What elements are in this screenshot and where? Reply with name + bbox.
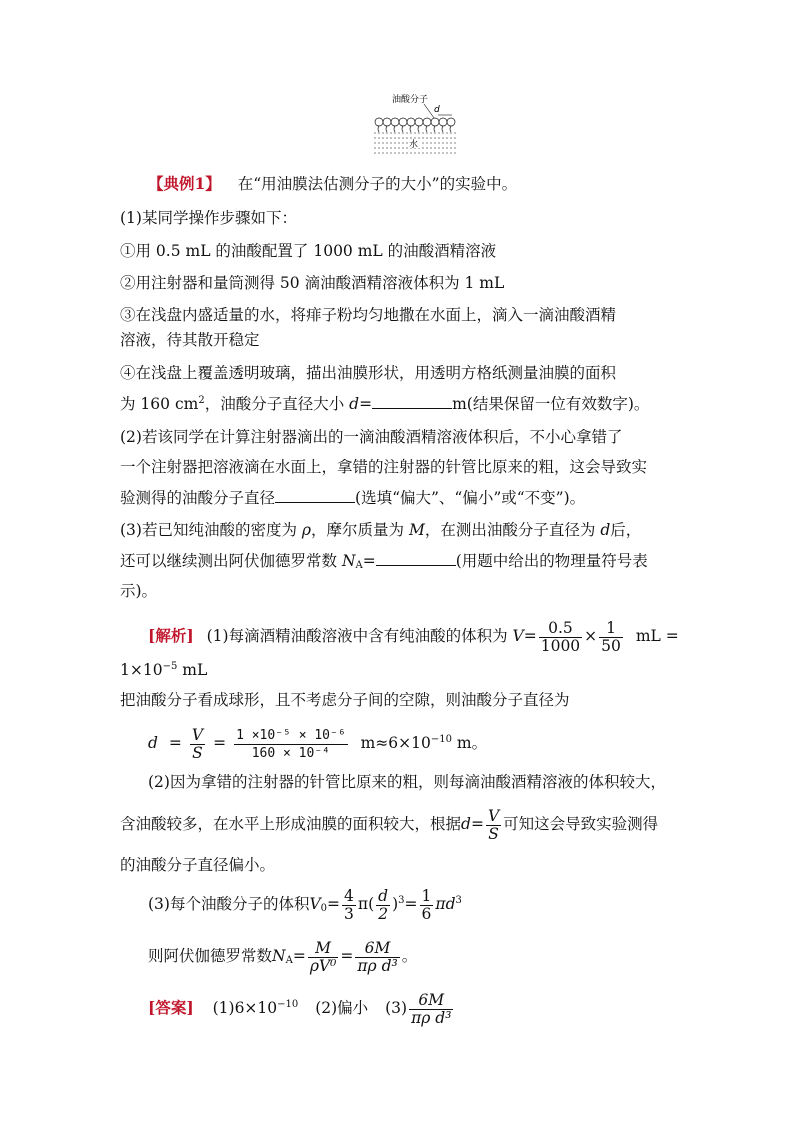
step-3-line-a: ③在浅盘内盛适量的水，将痱子粉均匀地撒在水面上，滴入一滴油酸酒精 [120, 306, 617, 324]
solution-p6: 则阿伏伽德罗常数$N_A=$ $\frac{M}{\text{ρV⁰}}$ = $\frac{6M}{\text{πρ d³}}$ 。 [148, 938, 418, 975]
q2-line-b: 一个注射器把溶液滴在水面上，拿错的注射器的针管比原来的粗，这会导致实 [120, 458, 648, 476]
step-3-line-b: 溶液，待其散开稳定 [120, 331, 260, 349]
q3-rho: ρ [301, 521, 312, 539]
q3-b-pre: 还可以继续测出阿伏伽德罗常数 [120, 552, 338, 570]
solution-p4-line-a: (2)因为拿错的注射器的针管比原来的粗，则每滴油酸酒精溶液的体积较大， [148, 773, 666, 791]
step-4-line-a: ④在浅盘上覆盖透明玻璃，描出油膜形状，用透明方格纸测量油膜的面积 [120, 364, 617, 382]
q3-a-pre: (3)若已知纯油酸的密度为 [120, 521, 297, 539]
answer-blank-3 [376, 551, 456, 566]
molecule-label: 油酸分子 [392, 95, 429, 105]
solution-p4-line-b: 含油酸较多，在水平上形成油膜的面积较大，根据d= $\frac{V}{S}$ 可知这会导致实验测得 [120, 806, 659, 843]
answer-blank-2 [275, 488, 355, 503]
solution-p2: 把油酸分子看成球形，且不考虑分子间的空隙，则油酸分子直径为 [120, 691, 570, 709]
answer-line: [答案] $(1)6\times 10^{-10}$ (2)偏小 (3) $\frac{6M}{\text{πρ d³}}$ [148, 990, 452, 1027]
fraction-numeric: $\frac{\text{1 ×10⁻⁵ × 10⁻⁶}}{\text{160 × 10⁻⁴}}$ [236, 727, 346, 761]
q2-c-pre: 验测得的油酸分子直径 [120, 489, 276, 507]
solution-p1-pre: (1)每滴酒精油酸溶液中含有纯油酸的体积为 [206, 627, 508, 645]
step-4-area: 为 160 cm [120, 395, 199, 413]
water-label: 水 [409, 140, 419, 150]
fraction-1-over-50: $\frac{1}{50}$ [601, 618, 621, 655]
solution-V: V [512, 627, 524, 645]
fraction-V-over-S: $\frac{V}{S}$ [191, 725, 204, 762]
q3-line-a [120, 520, 641, 540]
q3-a-mid: ，摩尔质量为 [311, 521, 405, 539]
q3-N-sub: A [355, 560, 363, 571]
d-label: d [434, 105, 440, 115]
answer-blank-1 [372, 394, 452, 409]
solution-diameter-formula: d = $\frac{V}{S}$ = $\frac{\text{1 ×10⁻⁵ × 10⁻⁶}}{\text{160 × 10⁻⁴}}$ $m\approx 6\times 10^{-10}$ m。 [148, 725, 488, 762]
q3-line-b: 还可以继续测出阿伏伽德罗常数 $N_A=$ (用题中给出的物理量符号表 [120, 552, 648, 571]
fraction-V-over-S-inline: $\frac{V}{S}$ [487, 806, 500, 843]
oil-film-figure [372, 92, 462, 162]
q3-a-mid2: ，在测出油酸分子直径为 [424, 521, 596, 539]
q2-line-a: (2)若该同学在计算注射器滴出的一滴油酸酒精溶液体积后，不小心拿错了 [120, 428, 623, 446]
step-4-line-b: 为 160 $cm^2$，油酸分子直径大小 d= m(结果保留一位有效数字)。 [120, 395, 650, 413]
solution-p5: (3)每个油酸分子的体积$V_0=$ $\frac{4}{3}$ π( $\frac{d}{2}$ )$^3$= $\frac{1}{6}$ $\pi d^3$ [148, 886, 462, 923]
fraction-0.5-over-1000: $\frac{0.5}{1000}$ [540, 618, 581, 655]
example-tag: 【典例1】 [148, 174, 221, 193]
q1-intro: (1)某同学操作步骤如下： [120, 209, 297, 227]
step-4-d-var: d [349, 395, 360, 413]
solution-p4-line-c: 的油酸分子直径偏小。 [120, 856, 276, 874]
q3-d: d [600, 521, 611, 539]
step-2: ②用注射器和量筒测得 50 滴油酸酒精溶液体积为 1 mL [120, 274, 505, 292]
q3-b-post: (用题中给出的物理量符号表 [455, 552, 648, 570]
step-1: ①用 0.5 mL 的油酸配置了 1000 mL 的油酸酒精溶液 [120, 242, 497, 260]
q2-c-post: (选填“偏大”、“偏小”或“不变”)。 [355, 489, 586, 507]
q3-N: N [341, 552, 356, 570]
step-4-area-exp: 2 [198, 395, 205, 406]
solution-line-1: [解析] (1)每滴酒精油酸溶液中含有纯油酸的体积为 V= $\frac{0.5}{1000}$ × $\frac{1}{50}$ mL = [148, 618, 679, 655]
q3-a-post: 后， [610, 521, 642, 539]
step-4-post: m(结果保留一位有效数字)。 [452, 395, 650, 413]
oil-film-diagram [372, 92, 462, 162]
q3-M: M [408, 521, 425, 539]
q3-line-c: 示)。 [120, 582, 158, 600]
solution-tag: [解析] [148, 626, 194, 645]
q2-line-c [120, 488, 585, 508]
step-4-mid: ，油酸分子直径大小 [204, 395, 345, 413]
answer-tag: [答案] [148, 998, 194, 1017]
solution-unit: mL = [635, 627, 679, 645]
example-title: 在“用油膜法估测分子的大小”的实验中。 [237, 175, 518, 193]
solution-result-1: $1\times 10^{-5}$ mL [120, 661, 208, 679]
example-title-line [148, 174, 517, 194]
